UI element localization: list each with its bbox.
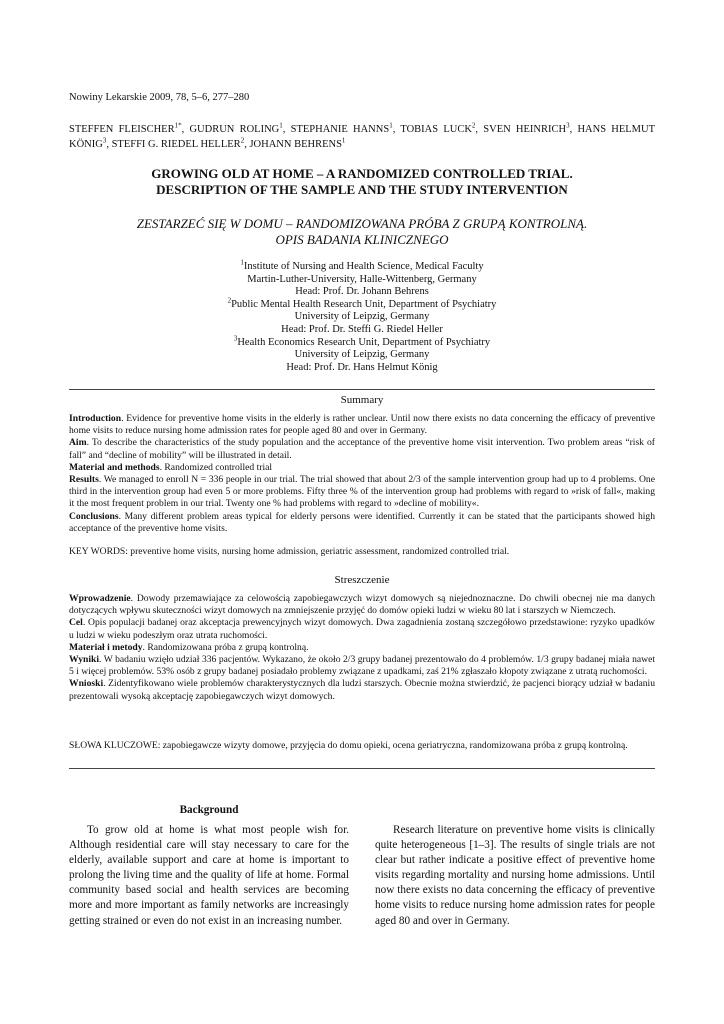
author-sup: 1: [389, 121, 393, 130]
background-heading: Background: [179, 804, 239, 816]
body-column-right: [375, 823, 655, 929]
streszczenie-abstract: Wprowadzenie. Dowody przemawiające za celowością zapobiegawczych wizyt domowych są niejednoznaczne. Do chwili obecnej nie ma danych dotyczących wpływu skuteczności wizyt domowych na zmniejszenie przyjęć do domów opieki ludzi w wieku 80 lat i starszych w Niemczech. Cel. Opis populacji badanej oraz akceptacja prewencyjnych wizyt domowych. Dwa zagadnienia zostaną szczegółowo przedstawione: ryzyko upadków u ludzi w wieku podeszłym oraz utrata ruchomości. Materiał i metody. Randomizowana próba z grupą kontrolną. Wyniki. W badaniu wzięło udział 336 pacjentów. Wykazano, że około 2/3 grupy badanej prezentowało do 4 problemów. 1/3 grupy badanej miała nawet 5 i więcej problemów. 53% osób z grupy badanej posiadało problemy związane z upadkami, zaś 21% zgłaszało kłopoty związane z utratą ruchomości. Wnioski. Zidentyfikowano wiele problemów charakterystycznych dla ludzi starszych. Obecnie można stwierdzić, że pacjenci biorący udział w badaniu prezentowali wysoką akceptację zapobiegawczych wizyt domowych.: [69, 593, 655, 702]
summary-heading: Summary: [340, 394, 384, 406]
affiliations: [69, 258, 655, 374]
author-sup: 1: [279, 121, 283, 130]
title-english-line: GROWING OLD AT HOME – A RANDOMIZED CONTROLLED TRIAL.: [151, 166, 573, 181]
author-name: HANS HELMUT KÖNIG: [69, 124, 656, 150]
title-polish-line: OPIS BADANIA KLINICZNEGO: [275, 232, 449, 247]
author-name: STEFFI G. RIEDEL HELLER: [111, 139, 241, 150]
affiliation-sup: 1: [240, 258, 244, 267]
author-name: JOHANN BEHRENS: [249, 139, 342, 150]
author-name: GUDRUN ROLING: [189, 124, 280, 135]
keywords-pl: SŁOWA KLUCZOWE: zapobiegawcze wizyty domowe, przyjęcia do domu opieki, ocena geriatryczna, randomizowana próba z grupą kontrolną.: [69, 740, 628, 751]
abstract-label: Aim: [69, 437, 87, 449]
abstract-label: Conclusions: [69, 510, 119, 522]
affiliation-line: $^1$Institute of Nursing and Health Science, Medical Faculty: [240, 258, 484, 272]
abstract-label: Results: [69, 474, 99, 486]
title-polish: [69, 216, 655, 248]
body-column-left: [69, 823, 349, 929]
author-sup: 2: [240, 136, 245, 145]
divider: [69, 389, 655, 390]
author-name: STEPHANIE HANNS: [290, 124, 390, 135]
affiliation-line: University of Leipzig, Germany: [294, 311, 430, 323]
affiliation-line: Martin-Luther-University, Halle-Wittenberg, Germany: [247, 273, 477, 285]
abstract-label: Cel: [69, 617, 83, 629]
affiliation-line: Head: Prof. Dr. Johann Behrens: [295, 286, 429, 298]
author-sup: 3: [102, 136, 107, 145]
author-name: SVEN HEINRICH: [483, 124, 567, 135]
author-sup: 3: [566, 121, 570, 130]
affiliation-line: $^2$Public Mental Health Research Unit, Department of Psychiatry: [227, 296, 497, 310]
abstract-label: Material and methods: [69, 461, 160, 473]
author-name: TOBIAS LUCK: [400, 124, 472, 135]
title-polish-line: ZESTARZEĆ SIĘ W DOMU – RANDOMIZOWANA PRÓBA Z GRUPĄ KONTROLNĄ.: [136, 216, 588, 231]
abstract-label: Wprowadzenie: [69, 593, 131, 604]
title-english-line: DESCRIPTION OF THE SAMPLE AND THE STUDY INTERVENTION: [156, 182, 568, 197]
body-paragraph: Research literature on preventive home visits is clinically quite heterogeneous [1–3]. The results of single trials are not clear but rather indicate a positive effect of preventive home visits regarding mortality and nursing home admissions. Until now there exists no data concerning the efficacy of preventive home visits to reduce nursing home admission rates for people aged 80 and over in Germany.: [375, 824, 655, 927]
abstract-label: Wnioski: [69, 678, 104, 690]
author-sup: 1: [341, 136, 346, 145]
affiliation-line: Head: Prof. Dr. Steffi G. Riedel Heller: [281, 323, 443, 335]
affiliation-line: $^3$Health Economics Research Unit, Department of Psychiatry: [233, 334, 491, 348]
affiliation-sup: 2: [227, 296, 232, 305]
abstract-label: Wyniki: [69, 654, 100, 666]
abstract-label: Introduction: [69, 413, 122, 424]
abstract-label: Materiał i metody: [69, 641, 143, 653]
affiliation-sup: 3: [233, 334, 238, 343]
divider: [69, 768, 655, 769]
keywords-en: KEY WORDS: preventive home visits, nursing home admission, geriatric assessment, randomized controlled trial.: [69, 546, 510, 557]
affiliation-line: Head: Prof. Dr. Hans Helmut König: [286, 361, 438, 373]
author-sup: 2: [471, 121, 476, 130]
author-list: STEFFEN $FLEISCHER^{1*}$, GUDRUN ROLING$^1$, STEPHANIE HANNS$^1$, TOBIAS LUCK$^2$, SVEN HEINRICH$^3$, HANS HELMUT KÖNIG$^3$, STEFFI G. RIEDEL HELLER$^2$, JOHANN BEHRENS$^1$: [69, 121, 656, 150]
affiliation-line: University of Leipzig, Germany: [294, 349, 430, 361]
author-name: STEFFEN FLEISCHER: [69, 124, 175, 135]
body-paragraph: To grow old at home is what most people wish for. Although residential care will stay necessary to care for the elderly, available support and care at home is important to prolong the living time and the quality of life at home. Formal community based social and health services are becoming more and more important as family networks are increasingly getting strained or even do not exist in an increasing number.: [69, 824, 349, 927]
streszczenie-heading: Streszczenie: [334, 574, 390, 586]
title-english: [69, 166, 655, 198]
summary-abstract: Introduction. Evidence for preventive home visits in the elderly is rather unclear. Until now there exists no data concerning the efficacy of preventive home visits to reduce nursing home admission rates for people aged 80 and over in Germany. Aim. To describe the characteristics of the study population and the acceptance of the preventive home visit intervention. Two problem areas “risk of fall” and “decline of mobility” will be illustrated in detail. Material and methods. Randomized controlled trial Results. We managed to enroll N = 336 people in our trial. The trial showed that about 2/3 of the sample intervention group had up to 4 problems. One third in the intervention group had even 5 or more problems. Fifty three % of the intervention group had problems with regard to »risk of fall«, making it the most frequent problem in our trial. Twenty one % had problems with regard to »decline of mobility«. Conclusions. Many different problem areas typical for elderly persons were identified. Currently it can be stated that the participants showed high acceptance of the preventive home visits.: [69, 413, 655, 534]
journal-reference: Nowiny Lekarskie 2009, 78, 5–6, 277–280: [69, 92, 250, 103]
author-sup: 1*: [174, 121, 182, 130]
